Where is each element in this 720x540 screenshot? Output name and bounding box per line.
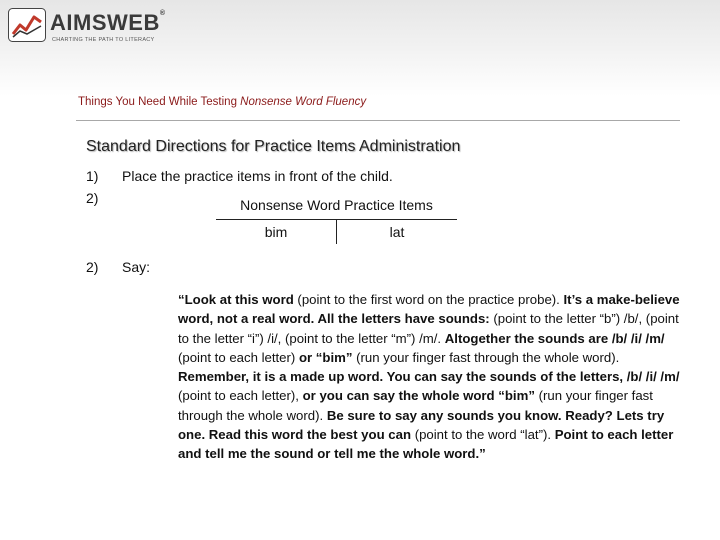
step-text: Place the practice items in front of the child.: [122, 168, 393, 184]
logo-wordmark: [50, 10, 166, 36]
instruction-segment: Remember, it is a made up word. You can say the sounds of the letters, /b/ /i/ /m/: [178, 369, 680, 385]
instruction-segment: “Look at this word: [178, 292, 298, 307]
instruction-segment: (point to the first word on the practice probe).: [297, 292, 564, 307]
instruction-segment: (point to the letter “b”) /b/, (point to the letter “i”) /i/, (point to the letter “m”) /m/.: [178, 311, 679, 346]
subtitle-prefix: Things You Need While Testing: [78, 96, 241, 108]
practice-items-table: [216, 191, 457, 244]
instruction-segment: Altogether the sounds are /b/ /i/ /m/: [444, 330, 665, 346]
brand-name: AIMSWEB: [50, 10, 160, 35]
step-number: 2): [86, 259, 99, 275]
say-instructions: [178, 290, 688, 464]
instruction-segment: (run your finger fast through the whole word).: [178, 388, 653, 423]
section-title: Standard Directions for Practice Items Administration: [86, 138, 461, 155]
instruction-segment: or “bim”: [298, 349, 357, 365]
logo-chart-icon: [8, 8, 46, 42]
step-number: 1): [86, 168, 99, 184]
page-subtitle: [78, 96, 366, 108]
step-number: 2): [86, 190, 99, 206]
logo-tagline: CHARTING THE PATH TO LITERACY: [52, 37, 155, 43]
instruction-segment: (point to each letter): [178, 349, 299, 365]
instruction-segment: or you can say the whole word “bim”: [302, 388, 539, 404]
instruction-segment: (point to each letter),: [178, 388, 303, 404]
instruction-segment: It’s a make-believe word, not a real word. All the letters have sounds:: [178, 292, 680, 327]
instruction-segment: Point to each letter and tell me the sound or tell me the whole word.”: [178, 427, 674, 462]
instruction-segment: (run your finger fast through the whole word).: [356, 349, 620, 365]
instruction-segment: (point to the word “lat”).: [414, 427, 555, 443]
practice-word: lat: [389, 224, 405, 240]
instruction-segment: Be sure to say any sounds you know. Ready? Lets try one. Read this word the best you can: [178, 407, 665, 443]
divider-rule: [76, 120, 680, 121]
practice-table-header: Nonsense Word Practice Items: [216, 191, 457, 220]
trademark: ®: [159, 10, 166, 17]
aimsweb-logo: [8, 6, 178, 46]
practice-word: bim: [216, 220, 337, 245]
subtitle-emphasis: Nonsense Word Fluency: [240, 96, 367, 108]
step-text: Say:: [122, 259, 151, 275]
